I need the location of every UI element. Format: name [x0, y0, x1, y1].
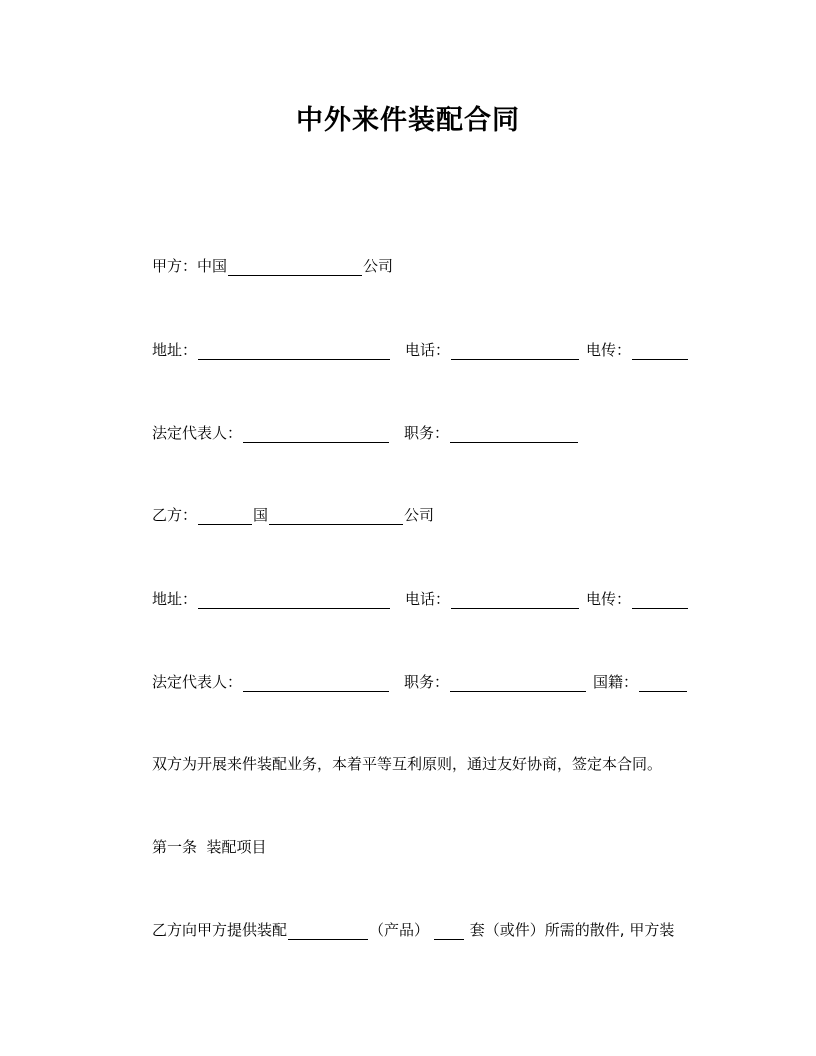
party-b-position-label: 职务： — [404, 673, 450, 691]
party-b-nationality-blank[interactable] — [639, 675, 687, 692]
party-a-rep-blank[interactable] — [243, 426, 389, 443]
party-a-position-blank[interactable] — [450, 426, 578, 443]
quantity-blank[interactable] — [434, 923, 464, 940]
article-1-text-part1: 乙方向甲方提供装配 — [152, 921, 288, 939]
party-b-country-suffix: 国 — [253, 506, 269, 524]
product-blank[interactable] — [288, 923, 368, 940]
article-1-heading: 第一条 装配项目 — [152, 838, 267, 856]
party-a-suffix: 公司 — [363, 257, 394, 275]
party-b-phone-blank[interactable] — [451, 592, 579, 609]
party-a-fax-blank[interactable] — [632, 343, 688, 360]
party-a-company-blank[interactable] — [228, 259, 362, 276]
party-b-country-blank[interactable] — [198, 508, 252, 525]
article-1-text-part2: （产品） — [369, 921, 430, 939]
party-b-suffix: 公司 — [404, 506, 435, 524]
article-1-text-part3: 套（或件）所需的散件, 甲方装 — [465, 921, 675, 939]
party-b-position-blank[interactable] — [450, 675, 586, 692]
party-a-position-label: 职务： — [404, 424, 450, 442]
party-a-phone-blank[interactable] — [451, 343, 579, 360]
party-b-fax-label: 电传： — [586, 590, 632, 608]
party-a-address-blank[interactable] — [198, 343, 390, 360]
party-a-fax-label: 电传： — [586, 341, 632, 359]
party-b-phone-label: 电话： — [405, 590, 451, 608]
article-1-text — [152, 920, 674, 940]
party-a-line — [152, 256, 393, 276]
party-b-rep-line — [152, 672, 688, 692]
document-title: 中外来件装配合同 — [296, 105, 520, 136]
party-b-rep-blank[interactable] — [243, 675, 389, 692]
party-a-rep-line — [152, 423, 579, 443]
party-b-address-label: 地址： — [152, 590, 198, 608]
party-b-line — [152, 505, 434, 525]
preamble: 双方为开展来件装配业务，本着平等互利原则，通过友好协商，签定本合同。 — [152, 755, 663, 773]
party-b-company-blank[interactable] — [269, 508, 403, 525]
party-a-label: 甲方：中国 — [152, 257, 228, 275]
party-a-address-label: 地址： — [152, 341, 198, 359]
party-b-rep-label: 法定代表人： — [152, 673, 243, 691]
party-b-fax-blank[interactable] — [632, 592, 688, 609]
party-a-rep-label: 法定代表人： — [152, 424, 243, 442]
party-a-contact-line — [152, 340, 689, 360]
party-b-nationality-label: 国籍： — [593, 673, 639, 691]
party-a-phone-label: 电话： — [405, 341, 451, 359]
party-b-label: 乙方： — [152, 506, 198, 524]
party-b-address-blank[interactable] — [198, 592, 390, 609]
party-b-contact-line — [152, 589, 689, 609]
